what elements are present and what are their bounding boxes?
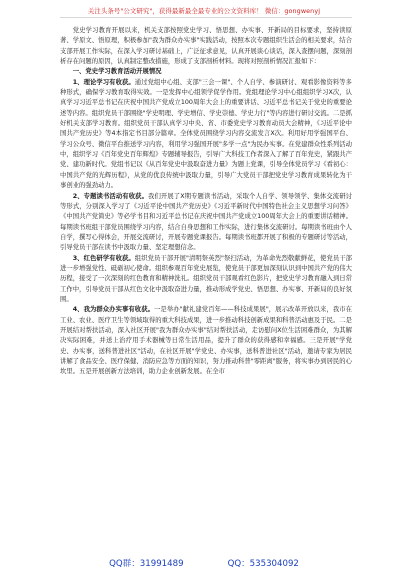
document-body <box>60 26 352 378</box>
item-text: 通过党组中心组、支部"三会一课"、个人自学、参演研讨、观看影像资料等多种形式，确保学习教育取得实效。一是发挥中心组领学促学作用。党组理论学习中心组组织学习X次，认真学习习近平总书记在庆祝中国共产党成立100周年大会上的重要讲话、习近平总书记关于党史的重要论述等内容。组织党员干部围绕"学史明理、学史增信、学史崇德、学史力行"等内容进行研讨交流。二是抓好机关支部学习教育。组织党员干部认真学习中央、省、市委党史学习教育动员大会精神，《习近平论中国共产党历史》等4本指定书目部分篇章。全体党员围绕学习内容交流发言X次。利用好用学强国平台、学习公众号、微信平台推送学习内容，利用学习强国开展"多学一点"为民办实事。在党建群众性系列活动中，组织学习《百年党史百年辉煌》专题辅导报告，引导广大科技工作者深入了解了百年党史，紧跟共产党、建功新时代。党组书记以《从百年党史中汲取奋进力量》为题上党课，引导全体党员学习《看初心：中国共产党的光辉历程》，从党的优良传统中汲取力量，引导广大党员干部把党史学习教育成果转化为干事创业的强劲动力。 <box>60 78 352 190</box>
item-text: 组织党员干部开展"清明祭英烈"祭扫活动，为革命先烈敬献鲜花，使党员干部进一步增强党性、砥砺初心使命。组织参观百年党史展览，使党员干部更加深刻认识到中国共产党的伟大历程，接受了一次深刻的红色教育和精神洗礼。组织党员干部观看红色影片，把党史学习教育融入到日常工作中，引导党员干部从红色文化中汲取奋进力量，推动形成学党史、悟思想、办实事、开新局的良好氛围。 <box>60 254 352 303</box>
item-text: 一是举办"献礼建党百年——科技成果展"，展示改革开放以来，我市在工业、农业、医疗卫生等领域取得的重大科技成果，进一步推动科技创新成果和科普活动惠及于民。二是开展结对帮扶活动，深入社区开展"我为群众办实事"结对帮扶活动，走访慰问X位生活困难群众，为其解决实际困难，并送上治疗用手术器械等日常生活用品，提升了群众的获得感和幸福感。三是开展"学党史、办实事，送科普进社区"活动，在社区开展"学党史、办实事，送科普进社区"活动，邀请专家为居民讲解了食品安全、医疗保健、消防应急等方面的知识，努力推动科普"零距离"服务，将实事办到居民的心坎里。五是开展创新方法培训，助力企业创新发展。在全市 <box>60 306 353 376</box>
item-paragraph-1 <box>60 78 352 192</box>
contact-footer <box>0 557 408 569</box>
qq-group: QQ群：31991489 <box>109 559 184 569</box>
item-lead: 2、专题读书活动有收获。 <box>72 192 149 200</box>
qq-number: QQ：535304092 <box>227 559 299 569</box>
intro-paragraph: 党史学习教育开展以来，机关支部按照党史学习、悟思想、办实事、开新局的目标要求，坚持读原著、学原文、悟原理，积极参加"我为群众办实事"实践活动，按照本次专题组织生活会的相关要求，结合支部开展工作实际，在深入学习研讨基础上，广泛征求意见，认真开展谈心谈话，深入查摆问题，深刻剖析存在问题的原因，认真制定整改措施，形成了支部剖析材料。现将对照剖析情况汇报如下： <box>60 27 352 66</box>
item-paragraph-3 <box>60 254 352 306</box>
item-lead: 4、我为群众办实事有收获。 <box>72 306 155 314</box>
item-lead: 1、理论学习有收获。 <box>72 78 135 86</box>
item-text: 我们开展了X期专题读书活动，采取个人自学、领导领学、集体交流研讨等形式，分别深入学习了《习近平论中国共产党历史》《习近平新时代中国特色社会主义思想学习问答》《中国共产党简史》等必学书目和习近平总书记在庆祝中国共产党成立100周年大会上的重要讲话精神。每期读书班组干部党员围绕学习内容，结合自身思想和工作实际，进行集体交流研讨。每期读书班由个人自学，撰写心得体会，开展交流研讨，开展专题党课报告。每期读书班都开展了积极的专题研讨等活动，引导党员干部在读书中汲取力量、坚定理想信念。 <box>60 192 352 252</box>
header-divider <box>60 17 352 18</box>
item-lead: 3、红色研学有收获。 <box>72 254 135 262</box>
section-heading: 一、党史学习教育活动开展情况 <box>72 68 162 76</box>
promo-header: 关注头条号"公文研究"，获得最新最全最专业的公文资料库！ 微信：gongwenyj <box>87 7 321 15</box>
item-paragraph-4 <box>60 305 352 377</box>
item-paragraph-2 <box>60 192 352 254</box>
